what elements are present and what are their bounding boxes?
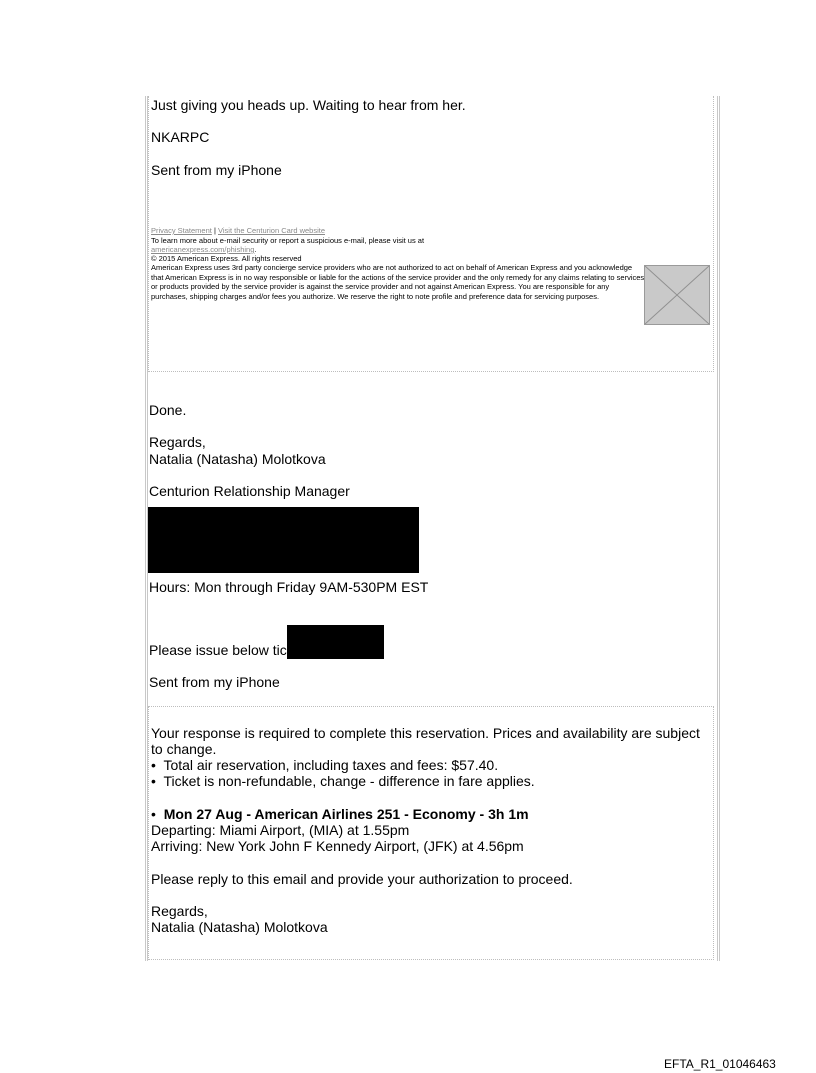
flight-departing: Departing: Miami Airport, (MIA) at 1.55pm <box>151 822 410 838</box>
privacy-statement-link[interactable]: Privacy Statement <box>151 226 212 235</box>
phishing-line <box>151 245 256 254</box>
phishing-suffix: . <box>254 245 257 254</box>
reservation-name: Natalia (Natasha) Molotkova <box>151 919 328 935</box>
reply-title: Centurion Relationship Manager <box>149 483 350 499</box>
footer-links <box>151 226 325 235</box>
reservation-intro-2: to change. <box>151 741 217 757</box>
broken-image-placeholder <box>644 265 710 325</box>
copyright: © 2015 American Express. All rights reserved <box>151 254 302 263</box>
centurion-website-link[interactable]: Visit the Centurion Card website <box>218 226 325 235</box>
disclaimer: American Express uses 3rd party concierge service providers who are not authorized to act on behalf of American Express and you acknowledge that American Express is in no way responsible or liable for the actions of the service provider and the only remedy for any claims relating to services or products provided by the service provider is against the service provider and not against American Express. You are responsible for any purchases, shipping charges and/or fees you authorize. We reserve the right to note profile and preference data for servicing purposes. <box>151 263 645 301</box>
bullet-icon: • <box>151 757 156 773</box>
quoted-line-1: Just giving you heads up. Waiting to hear from her. <box>151 97 466 113</box>
security-text: To learn more about e-mail security or report a suspicious e-mail, please visit us at <box>151 236 425 245</box>
reservation-intro-1: Your response is required to complete this reservation. Prices and availability are subject <box>151 725 700 741</box>
reply-done: Done. <box>149 402 187 418</box>
reservation-reply-request: Please reply to this email and provide your authorization to proceed. <box>151 871 573 887</box>
flight-arriving: Arriving: New York John F Kennedy Airport, (JFK) at 4.56pm <box>151 838 524 854</box>
reservation-bullet <box>151 757 498 773</box>
bullet-text: Ticket is non-refundable, change - difference in fare applies. <box>163 773 535 789</box>
bullet-icon: • <box>151 806 156 822</box>
quoted-sent-from: Sent from my iPhone <box>151 162 282 178</box>
reply-regards: Regards, <box>149 434 206 450</box>
request-sent-from: Sent from my iPhone <box>149 674 280 690</box>
quoted-signature: NKARPC <box>151 129 210 145</box>
redaction-block <box>287 625 384 659</box>
phishing-link[interactable]: americanexpress.com/phishing <box>151 245 255 254</box>
flight-header <box>151 806 529 822</box>
reservation-regards: Regards, <box>151 903 208 919</box>
flight-header-text: Mon 27 Aug - American Airlines 251 - Economy - 3h 1m <box>163 806 529 822</box>
request-text: Please issue below tic <box>149 642 287 658</box>
reservation-bullet <box>151 773 535 789</box>
reply-hours: Hours: Mon through Friday 9AM-530PM EST <box>149 579 429 595</box>
link-separator: | <box>213 226 216 235</box>
bullet-icon: • <box>151 773 156 789</box>
redaction-block <box>148 507 419 573</box>
document-id: EFTA_R1_01046463 <box>664 1057 776 1071</box>
reply-name: Natalia (Natasha) Molotkova <box>149 451 326 467</box>
bullet-text: Total air reservation, including taxes and fees: $57.40. <box>163 757 499 773</box>
